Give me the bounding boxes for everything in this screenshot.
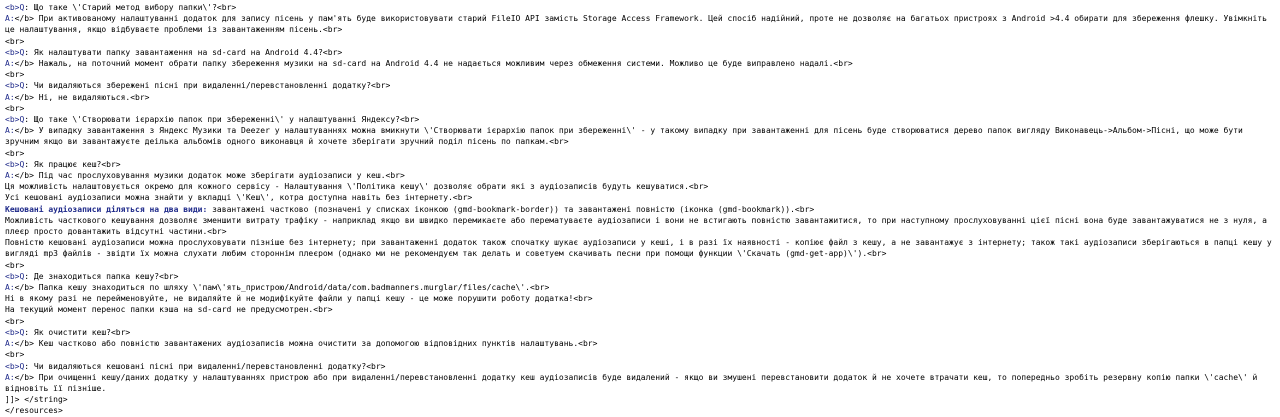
question-tag: <b>Q bbox=[5, 3, 25, 12]
line-text: </resources> bbox=[5, 406, 63, 416]
source-line bbox=[5, 394, 1274, 405]
line-text: <br> bbox=[5, 350, 25, 360]
answer-tag: A: bbox=[5, 283, 15, 293]
line-text: : Що таке \'Старий метод вибору папки\'?<br> bbox=[24, 3, 237, 12]
source-line bbox=[5, 148, 1274, 159]
line-text: На текущий момент перенос папки кэша на sd-card не предусмотрен.<br> bbox=[5, 305, 333, 315]
line-text: Ні в якому разі не перейменовуйте, не видаляйте й не модифікуйте файли у папці кешу - це може порушити роботу додатка!<br> bbox=[5, 294, 593, 304]
question-tag: <b>Q bbox=[5, 327, 25, 337]
line-text: </b> Під час прослуховування музики додаток може зберігати аудіозаписи у кеш.<br> bbox=[14, 171, 405, 181]
question-tag: <b>Q bbox=[5, 361, 25, 371]
question-tag: <b>Q bbox=[5, 271, 25, 281]
line-text: </b> У випадку завантаження з Яндекс Музики та Deezer у налаштуваннях можна вмикнути \'Створювати ієрархію папок при збереженні\' - у такому випадку при завантаженні для пісень буде створюватися дерево папок вигляду Виконавець->Альбом->Пісні, що може бути зручним якщо ви завантажуєте деілька альбомів одного виконавця й хочете зберігати зручний поділ пісень по папкам.<br> bbox=[5, 126, 1248, 147]
line-text: <br> bbox=[5, 260, 25, 270]
source-line bbox=[5, 338, 1274, 349]
line-text: : Як працює кеш?<br> bbox=[24, 159, 121, 169]
answer-tag: A: bbox=[5, 92, 15, 102]
line-text: </b> При активованому налаштуванні додаток для запису пісень у пам'ять буде використовувати старий FileIO API замість Storage Access Framework. Цей спосіб надійний, проте не дозволяє на багатьох пристроях з Android >4.4 обирати для збереження флешку. Увімкніть це налаштування, якщо відбуваєте проблеми із завантаженням пісень.<br> bbox=[5, 14, 1272, 35]
line-text: </b> Кеш частково або повністю завантажених аудіозаписів можна очистити за допомогою відповідних пунктів налаштувань.<br> bbox=[14, 339, 598, 349]
source-line bbox=[5, 237, 1277, 259]
source-line bbox=[5, 125, 1274, 147]
source-line bbox=[5, 69, 1274, 80]
source-line bbox=[5, 170, 1274, 181]
source-line bbox=[5, 58, 1274, 69]
source-line bbox=[5, 36, 1274, 47]
question-tag: <b>Q bbox=[5, 159, 25, 169]
line-text: <br> bbox=[5, 103, 25, 113]
answer-tag: A: bbox=[5, 171, 15, 181]
source-line bbox=[5, 361, 1274, 372]
line-text: </b> Нажаль, на поточний момент обрати папку збереження музики на sd-card на Android 4.4 не надається можливим через обмеження системи. Можливо це буде виправлено надалі.<br> bbox=[14, 59, 853, 69]
line-text: Можливість часткового кешування дозволяє зменшити витрату трафіку - наприклад якщо ви швидко перемикаєте або перематуваєте аудіозаписи і вони не встигають повністю завантажитися, то при наступному прослуховуванні цієї пісні вона буде завантажуватися не з нуля, а плеєр просто довантажить відсутні частини.<br> bbox=[5, 215, 1272, 237]
line-text: <br> bbox=[5, 316, 25, 326]
source-line bbox=[5, 215, 1274, 237]
answer-tag: A: bbox=[5, 126, 15, 136]
source-line bbox=[5, 47, 1274, 58]
source-line bbox=[5, 293, 1274, 304]
answer-tag: A: bbox=[5, 372, 15, 382]
answer-tag: A: bbox=[5, 14, 15, 24]
line-text: <br> bbox=[5, 70, 25, 80]
source-line bbox=[5, 304, 1274, 315]
source-line bbox=[5, 114, 1274, 125]
line-text: Ця можливість налаштовується окремо для кожного сервісу - Налаштування \'Політика кешу\' дозволяє обрати які з аудіозаписів будуть кешуватися.<br> bbox=[5, 182, 709, 192]
question-tag: <b>Q bbox=[5, 47, 25, 57]
line-text: </b> При очищенні кешу/даних додатку у налаштуваннях пристрою або при видаленні/перевстановленні додатку кеш аудіозаписів буде видалений - якщо ви змушені перевстановити додаток й не хочете втрачати кеш, то попередньо зробіть резервну копію папки \'cache\' й відновіть її пізніше. bbox=[5, 372, 1263, 393]
line-text: : Як очистити кеш?<br> bbox=[24, 327, 131, 337]
question-tag: <b>Q bbox=[5, 115, 25, 125]
line-text: : Що таке \'Створювати ієрархію папок при збереженні\' у налаштуванні Яндексу?<br> bbox=[24, 115, 420, 125]
question-tag: <b>Q bbox=[5, 81, 25, 91]
source-line bbox=[5, 159, 1274, 170]
source-line bbox=[5, 181, 1274, 192]
source-line bbox=[5, 2, 1274, 13]
source-line bbox=[5, 282, 1274, 293]
line-text: ]]> </string> bbox=[5, 395, 68, 405]
line-text: Повністю кешовані аудіозаписи можна прослуховувати пізніше без інтернету; при завантаженні додаток також спочатку шукає аудіозаписи у кеші, і в разі їх наявності - копіює файл з кешу, а не завантажує з інтернету; також такі аудіозаписи зберігаються в папці кешу у вигляді mp3 файлів - звідти їх можна слухати любим стороннім плеєром (однако ми не рекомендуєм так делать и советуем скачивать песни при помощи функции \'Скачать (gmd-get-app)\').<br> bbox=[5, 238, 1277, 259]
source-line bbox=[5, 92, 1274, 103]
source-line bbox=[5, 316, 1274, 327]
source-line bbox=[5, 327, 1274, 338]
source-line bbox=[5, 13, 1274, 35]
line-text: </b> Ні, не видаляються.<br> bbox=[14, 92, 150, 102]
source-line bbox=[5, 80, 1274, 91]
line-text: : Де знаходиться папка кешу?<br> bbox=[24, 271, 179, 281]
source-line bbox=[5, 349, 1274, 360]
line-text: </b> Папка кешу знаходиться по шляху \'пам\'ять_пристрою/Android/data/com.badmanners.murglar/files/cache\'.<br> bbox=[14, 283, 550, 293]
line-text: завантажені частково (позначені у списках іконкою (gmd-bookmark-border)) та завантажені повністю (іконка (gmd-bookmark)).<br> bbox=[207, 204, 815, 214]
source-line bbox=[5, 192, 1274, 203]
answer-tag: A: bbox=[5, 59, 15, 69]
line-text: : Як налаштувати папку завантаження на sd-card на Android 4.4?<br> bbox=[24, 47, 343, 57]
source-line bbox=[5, 372, 1274, 394]
heading-tag: Кешовані аудіозаписи діляться на два види: bbox=[5, 204, 208, 214]
source-line bbox=[5, 271, 1274, 282]
source-line bbox=[5, 405, 1274, 416]
line-text: <br> bbox=[5, 148, 25, 158]
answer-tag: A: bbox=[5, 339, 15, 349]
line-text: <br> bbox=[5, 36, 25, 46]
source-line bbox=[5, 260, 1274, 271]
source-line bbox=[5, 103, 1274, 114]
line-text: Усі кешовані аудіозаписи можна знайти у вкладці \'Кеш\', котра доступна навіть без інтернету.<br> bbox=[5, 193, 473, 203]
line-text: : Чи видаляються збережені пісні при видаленні/перевстановленні додатку?<br> bbox=[24, 81, 391, 91]
line-text: : Чи видаляються кешовані пісні при видаленні/перевстановленні додатку?<br> bbox=[24, 361, 386, 371]
source-line bbox=[5, 204, 1274, 215]
